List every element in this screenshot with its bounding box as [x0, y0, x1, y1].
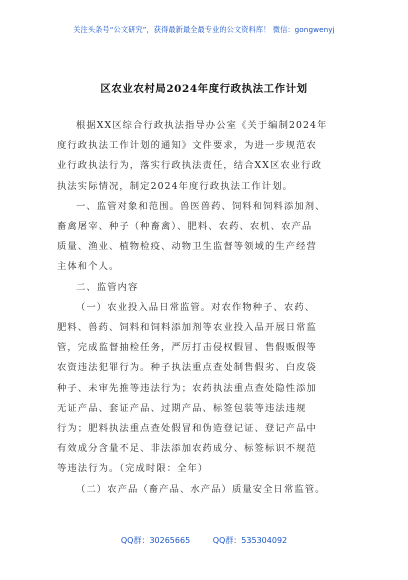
body-line: 畜禽屠宰、种子（种畜禽）、肥料、农药、农机、农产品: [57, 221, 313, 233]
body-line: （一）农业投入品日常监管。对农作物种子、农药、: [76, 301, 316, 313]
body-line: 有效成分含量不足、非法添加农药成分、标签标识不规范: [57, 443, 317, 455]
body-line: 执法实际情况，制定2024年度行政执法工作计划。: [57, 180, 293, 192]
header-banner: 关注头条号“公文研究”，获得最新最全最专业的公文资料库！ 微信：gongwenyj: [73, 25, 335, 34]
body-line: 一、监管对象和范围。兽医兽药、饲料和饲料添加剂、: [76, 200, 326, 212]
body-line: 无证产品、套证产品、过期产品、标签包装等违法违规: [57, 402, 307, 414]
footer-qq-group-1: QQ群：30265665: [120, 536, 191, 545]
body-line: 根据XX区综合行政执法指导办公室《关于编制2024年: [76, 120, 328, 131]
footer-contacts: [0, 535, 408, 546]
body-line: （二）农产品（畜产品、水产品）质量安全日常监管。: [76, 483, 326, 495]
body-line: 主体和个人。: [57, 261, 120, 273]
body-line: 肥料、兽药、饲料和饲料添加剂等农业投入品开展日常监: [57, 322, 317, 334]
body-line: 质量、渔业、植物检疫、动物卫生监督等领域的生产经营: [57, 241, 317, 253]
body-line: 业行政执法行为，落实行政执法责任，结合XX区农业行政: [57, 160, 322, 172]
body-line: 等违法行为。（完成时限：全年）: [57, 463, 209, 475]
document-title: 区农业农村局2024年度行政执法工作计划: [100, 83, 308, 95]
body-line: 农资违法犯罪行为。种子执法重点查处制售假劣、白皮袋: [57, 362, 317, 374]
section-heading: 二、监管内容: [76, 281, 139, 293]
document-body: [57, 116, 353, 500]
body-line: 管，完成监督抽检任务，严厉打击侵权假冒、售假贩假等: [57, 342, 317, 354]
body-line: 行为；肥料执法重点查处假冒和伪造登记证、登记产品中: [57, 423, 317, 435]
footer-qq-group-2: QQ群：535304092: [212, 536, 288, 545]
body-line: 度行政执法工作计划的通知》文件要求，为进一步规范农: [57, 140, 317, 152]
body-line: 种子、未审先推等违法行为；农药执法重点查处隐性添加: [57, 382, 317, 394]
